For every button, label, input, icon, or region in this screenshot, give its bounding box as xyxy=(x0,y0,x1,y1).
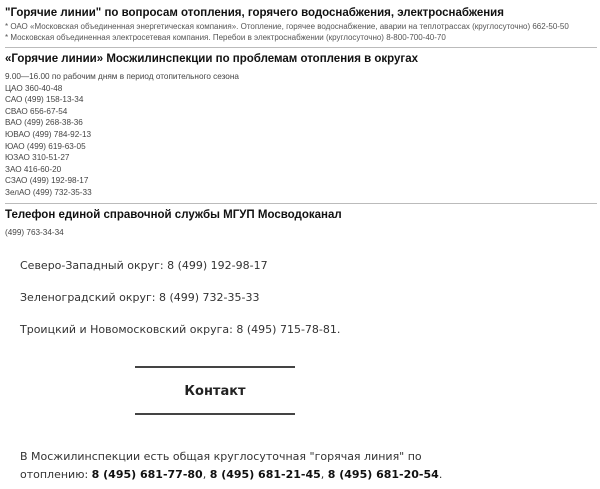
district-item: ЮЗАО 310-51-27 xyxy=(5,153,70,163)
district-item: ВАО (499) 268-38-36 xyxy=(5,118,83,128)
mosvodokanal-phone: (499) 763-34-34 xyxy=(5,227,64,237)
district-item: ЗелАО (499) 732-35-33 xyxy=(5,187,92,197)
document-top xyxy=(5,6,597,238)
district-item: САО (499) 158-13-34 xyxy=(5,95,84,105)
district-item: ЮВАО (499) 784-92-13 xyxy=(5,129,92,139)
district-item: ЦАО 360-40-48 xyxy=(5,83,63,93)
hotline-phone-1: 8 (495) 681-77-80 xyxy=(91,468,203,481)
okrug-zel-line: Зеленоградский округ: 8 (499) 732-35-33 xyxy=(20,291,260,304)
okrug-troitsk-line: Троицкий и Новомосковский округа: 8 (495) 715-78-81. xyxy=(20,323,341,336)
district-item: СВАО 656-67-54 xyxy=(5,106,68,116)
working-hours: 9.00—16.00 по рабочим дням в период отопительного сезона xyxy=(5,72,239,81)
general-hotline-line2 xyxy=(20,466,590,484)
mosvodokanal-section xyxy=(5,208,597,239)
district-item: ЗАО 416-60-20 xyxy=(5,164,62,174)
mosvodokanal-title: Телефон единой справочной службы МГУП Мосводоканал xyxy=(5,208,342,221)
period: . xyxy=(438,468,443,481)
district-item: ЮАО (499) 619-63-05 xyxy=(5,141,86,151)
contact-rule-bottom xyxy=(135,413,295,415)
divider xyxy=(5,47,597,48)
district-item: СЗАО (499) 192-98-17 xyxy=(5,176,89,186)
moek-line: * ОАО «Московская объединенная энергетическая компания». Отопление, горячее водоснабжение, аварии на теплотрассах (круглосуточно) 662-50-50 xyxy=(5,22,569,31)
general-hotline-line1: В Мосжилинспекции есть общая круглосуточная "горячая линия" по xyxy=(20,450,422,463)
separator: , xyxy=(320,468,328,481)
inspection-hotlines-title: «Горячие линии» Мосжилинспекции по проблемам отопления в округах xyxy=(5,53,419,65)
divider xyxy=(5,203,597,204)
moesk-line: * Московская объединенная электросетевая компания. Перебои в электроснабжении (круглосуточно) 8-800-700-40-70 xyxy=(5,33,446,42)
inspection-hotlines-section xyxy=(5,52,597,199)
okrug-nw-line: Северо-Западный округ: 8 (499) 192-98-17 xyxy=(20,259,268,272)
general-hotline-prefix: отоплению: xyxy=(20,468,92,481)
hotline-phone-2: 8 (495) 681-21-45 xyxy=(209,468,321,481)
contact-rule-top xyxy=(135,366,295,368)
general-hotline xyxy=(20,448,590,484)
contact-heading: Контакт xyxy=(184,384,246,399)
heating-hotlines-title: "Горячие линии" по вопросам отопления, горячего водоснабжения, электроснабжения xyxy=(5,7,504,19)
heating-hotlines-section xyxy=(5,6,597,43)
hotline-phone-3: 8 (495) 681-20-54 xyxy=(327,468,439,481)
separator: , xyxy=(202,468,210,481)
